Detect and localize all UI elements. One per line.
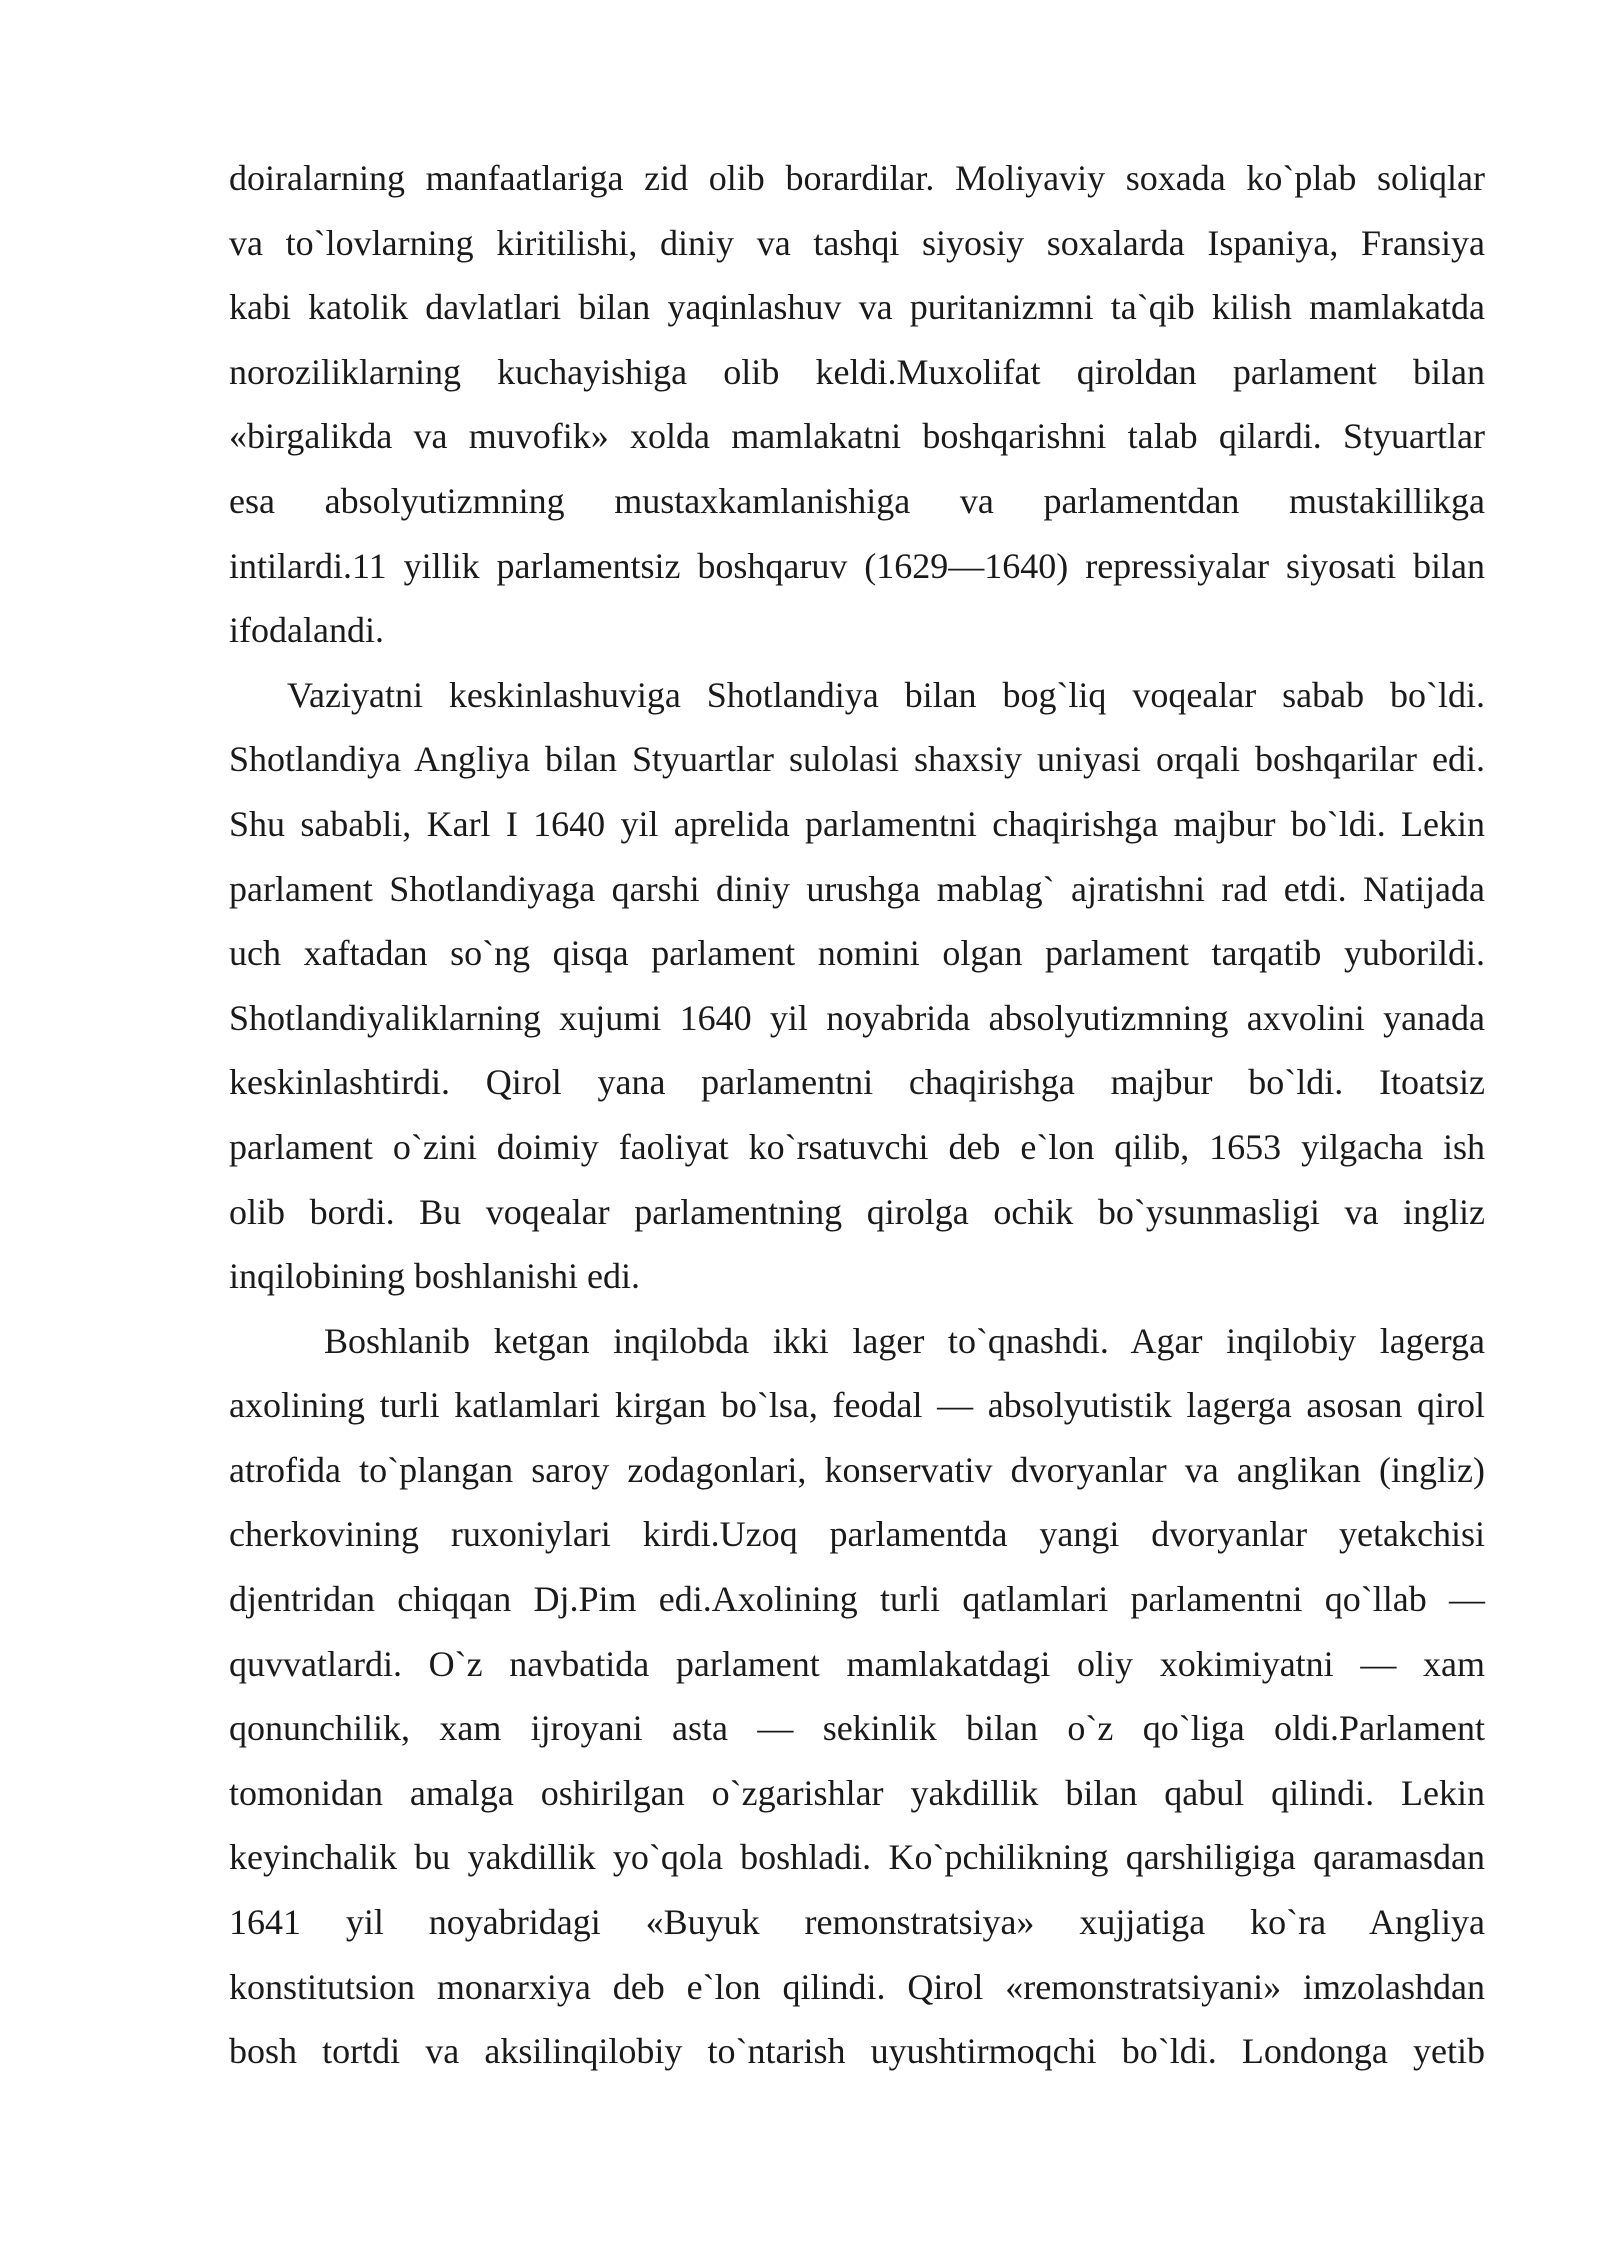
text-line: tomonidan amalga oshirilgan o`zgarishlar yakdillik bilan qabul qilindi. Lekin [229,1772,1485,1813]
text-line: esa absolyutizmning mustaxkamlanishiga va parlamentdan mustakillikga [229,480,1485,521]
text-line: quvvatlardi. O`z navbatida parlament mamlakatdagi oliy xokimiyatni — xam [229,1643,1485,1684]
text-line: atrofida to`plangan saroy zodagonlari, konservativ dvoryanlar va anglikan (ingliz) [229,1449,1485,1490]
text-line: Shotlandiyaliklarning xujumi 1640 yil noyabrida absolyutizmning axvolini yanada [229,997,1485,1038]
text-line: ifodalandi. [229,610,384,651]
text-line: keyinchalik bu yakdillik yo`qola boshladi. Ko`pchilikning qarshiligiga qaramasdan [229,1837,1485,1878]
text-line: noroziliklarning kuchayishiga olib keldi.Muxolifat qiroldan parlament bilan [229,351,1485,392]
text-line: keskinlashtirdi. Qirol yana parlamentni chaqirishga majbur bo`ldi. Itoatsiz [229,1062,1485,1103]
text-line: «birgalikda va muvofik» xolda mamlakatni boshqarishni talab qilardi. Styuartlar [229,416,1485,457]
text-line: uch xaftadan so`ng qisqa parlament nomini olgan parlament tarqatib yuborildi. [229,933,1485,974]
paragraph-1 [229,146,1485,663]
text-line: Shotlandiya Angliya bilan Styuartlar sulolasi shaxsiy uniyasi orqali boshqarilar edi. [229,739,1485,780]
paragraph-3 [229,1309,1485,2084]
text-line: va to`lovlarning kiritilishi, diniy va tashqi siyosiy soxalarda Ispaniya, Fransiya [229,222,1485,263]
text-line: Vaziyatni keskinlashuviga Shotlandiya bilan bog`liq voqealar sabab bo`ldi. [287,674,1485,715]
paragraph-2 [229,663,1485,1309]
text-line: Boshlanib ketgan inqilobda ikki lager to`qnashdi. Agar inqilobiy lagerga [324,1320,1485,1361]
text-line: djentridan chiqqan Dj.Pim edi.Axolining turli qatlamlari parlamentni qo`llab — [229,1579,1485,1620]
text-line: inqilobining boshlanishi edi. [229,1256,640,1297]
text-line: 1641 yil noyabridagi «Buyuk remonstratsiya» xujjatiga ko`ra Angliya [229,1902,1485,1943]
document-text [229,146,1485,2084]
text-line: bosh tortdi va aksilinqilobiy to`ntarish uyushtirmoqchi bo`ldi. Londonga yetib [229,2031,1485,2072]
text-line: intilardi.11 yillik parlamentsiz boshqaruv (1629—1640) repressiyalar siyosati bilan [229,545,1485,586]
text-line: konstitutsion monarxiya deb e`lon qilindi. Qirol «remonstratsiyani» imzolashdan [229,1966,1485,2007]
text-line: Shu sababli, Karl I 1640 yil aprelida parlamentni chaqirishga majbur bo`ldi. Lekin [229,803,1485,844]
text-line: qonunchilik, xam ijroyani asta — sekinlik bilan o`z qo`liga oldi.Parlament [229,1708,1485,1749]
text-line: axolining turli katlamlari kirgan bo`lsa, feodal — absolyutistik lagerga asosan qirol [229,1385,1485,1426]
text-line: kabi katolik davlatlari bilan yaqinlashuv va puritanizmni ta`qib kilish mamlakatda [229,287,1485,328]
text-line: doiralarning manfaatlariga zid olib borardilar. Moliyaviy soxada ko`plab soliqlar [229,158,1485,198]
text-line: olib bordi. Bu voqealar parlamentning qirolga ochik bo`ysunmasligi va ingliz [229,1191,1485,1232]
text-line: parlament o`zini doimiy faoliyat ko`rsatuvchi deb e`lon qilib, 1653 yilgacha ish [229,1126,1485,1167]
text-line: cherkovining ruxoniylari kirdi.Uzoq parlamentda yangi dvoryanlar yetakchisi [229,1514,1485,1555]
text-line: parlament Shotlandiyaga qarshi diniy urushga mablag` ajratishni rad etdi. Natijada [229,868,1485,909]
